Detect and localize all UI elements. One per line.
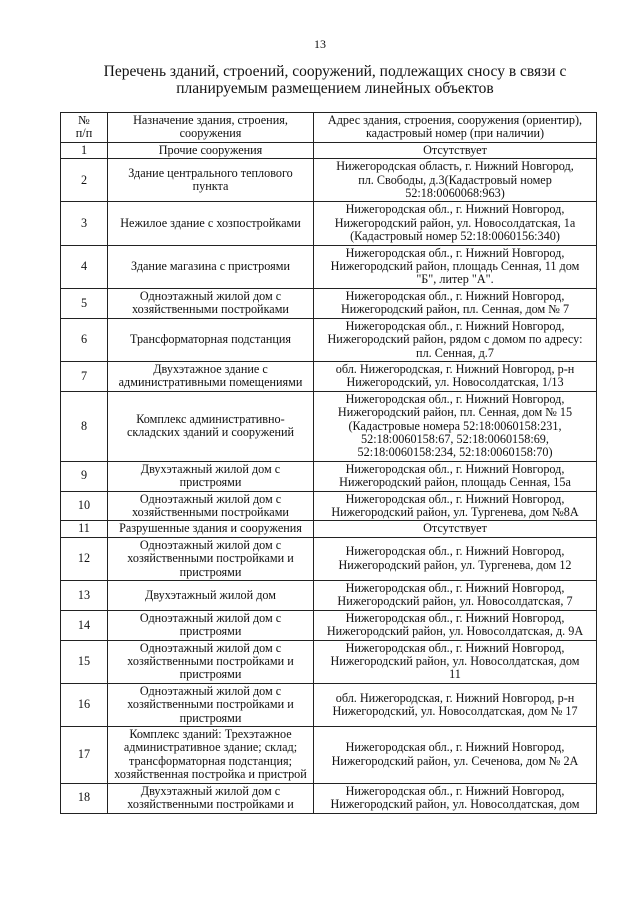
address-line: 52:18:0060158:234, 52:18:0060158:70) — [357, 445, 553, 460]
address-line: Отсутствует — [423, 142, 487, 157]
row-purpose — [108, 640, 314, 683]
row-address — [314, 727, 597, 784]
table-row — [61, 245, 597, 288]
purpose-line: административными помещениями — [118, 375, 303, 390]
row-number: 2 — [61, 159, 108, 202]
row-address — [314, 581, 597, 611]
address-line: Нижегородская область, г. Нижний Новгород, — [336, 159, 574, 174]
address-line: 52:18:0060068:963) — [405, 186, 505, 201]
purpose-line: Одноэтажный жилой дом с — [139, 491, 282, 506]
buildings-table — [60, 112, 597, 814]
address-line: Нижегородская обл., г. Нижний Новгород, — [345, 783, 565, 798]
row-address — [314, 461, 597, 491]
row-number: 8 — [61, 391, 108, 461]
header-purpose-line-1: Назначение здания, строения, — [133, 113, 288, 127]
row-address — [314, 361, 597, 391]
header-number-line-1: № — [78, 113, 90, 127]
table-row — [61, 610, 597, 640]
purpose-line: хозяйственными постройками и — [127, 654, 294, 669]
purpose-line: Одноэтажный жилой дом с — [139, 683, 282, 698]
table-row — [61, 461, 597, 491]
address-line: Нижегородская обл., г. Нижний Новгород, — [345, 318, 565, 333]
address-line: Нижегородский, ул. Новосолдатская, 1/13 — [346, 375, 564, 390]
row-number: 1 — [61, 142, 108, 158]
address-line: Нижегородский район, площадь Сенная, 15а — [339, 475, 571, 490]
table-row — [61, 683, 597, 726]
address-line: Нижегородский район, ул. Новосолдатская, 1а — [334, 215, 576, 230]
row-number: 4 — [61, 245, 108, 288]
address-line: Нижегородский район, ул. Новосолдатская, дом — [330, 797, 580, 812]
title-line-1: Перечень зданий, строений, сооружений, подлежащих сносу в связи с — [103, 63, 567, 80]
purpose-line: хозяйственная постройка и пристрой — [114, 767, 307, 782]
purpose-line: трансформаторная подстанция; — [129, 753, 292, 768]
purpose-line: пристроями — [179, 667, 242, 682]
purpose-line: хозяйственными постройками и — [127, 697, 294, 712]
row-purpose — [108, 461, 314, 491]
header-address — [314, 113, 597, 143]
address-line: Нижегородский район, площадь Сенная, 11 дом — [330, 259, 580, 274]
purpose-line: пристроями — [179, 624, 242, 639]
row-number: 18 — [61, 783, 108, 813]
purpose-line: хозяйственными постройками и — [127, 797, 294, 812]
row-address — [314, 142, 597, 158]
row-purpose — [108, 288, 314, 318]
table-row — [61, 640, 597, 683]
table-row — [61, 491, 597, 521]
table-row — [61, 142, 597, 158]
row-purpose — [108, 391, 314, 461]
purpose-line: пункта — [192, 179, 229, 194]
row-number: 10 — [61, 491, 108, 521]
address-line: Нижегородская обл., г. Нижний Новгород, — [345, 640, 565, 655]
row-number: 3 — [61, 202, 108, 245]
row-number: 17 — [61, 727, 108, 784]
row-purpose — [108, 581, 314, 611]
row-address — [314, 640, 597, 683]
address-line: 11 — [449, 667, 461, 682]
purpose-line: Здание центрального теплового — [128, 165, 293, 180]
purpose-line: складских зданий и сооружений — [126, 425, 295, 440]
address-line: Нижегородская обл., г. Нижний Новгород, — [345, 391, 565, 406]
table-row — [61, 537, 597, 580]
address-line: Нижегородская обл., г. Нижний Новгород, — [345, 461, 565, 476]
header-address-line-1: Адрес здания, строения, сооружения (ориентир), — [327, 113, 583, 127]
address-line: Нижегородский район, ул. Тургенева, дом №8А — [331, 504, 579, 519]
row-number: 7 — [61, 361, 108, 391]
row-number: 12 — [61, 537, 108, 580]
address-line: пл. Свободы, д.3(Кадастровый номер — [358, 172, 552, 187]
row-address — [314, 537, 597, 580]
row-purpose — [108, 318, 314, 361]
address-line: Нижегородский район, рядом с домом по адресу: — [327, 332, 583, 347]
header-number — [61, 113, 108, 143]
address-line: Нижегородская обл., г. Нижний Новгород, — [345, 581, 565, 595]
address-line: Нижегородская обл., г. Нижний Новгород, — [345, 202, 565, 217]
purpose-line: Двухэтажное здание с — [153, 361, 268, 376]
row-address — [314, 202, 597, 245]
purpose-line: хозяйственными постройками — [132, 302, 289, 317]
address-line: Нижегородская обл., г. Нижний Новгород, — [345, 288, 565, 303]
address-line: Нижегородская обл., г. Нижний Новгород, — [345, 610, 565, 625]
address-line: Нижегородский район, ул. Новосолдатская, 7 — [337, 594, 573, 609]
row-address — [314, 159, 597, 202]
row-purpose — [108, 521, 314, 537]
address-line: обл. Нижегородская, г. Нижний Новгород, р-н — [335, 690, 575, 705]
row-purpose — [108, 361, 314, 391]
purpose-line: Одноэтажный жилой дом с — [139, 610, 282, 625]
row-purpose — [108, 202, 314, 245]
address-line: Нижегородский, ул. Новосолдатская, дом № 17 — [332, 703, 578, 718]
purpose-line: Двухэтажный жилой дом с — [140, 783, 281, 798]
row-address — [314, 391, 597, 461]
row-address — [314, 245, 597, 288]
row-address — [314, 783, 597, 813]
table-row — [61, 288, 597, 318]
purpose-line: Трансформаторная подстанция — [129, 332, 292, 347]
address-line: (Кадастровый номер 52:18:0060156:340) — [350, 229, 560, 244]
purpose-line: Одноэтажный жилой дом с — [139, 640, 282, 655]
table-row — [61, 159, 597, 202]
table-row — [61, 318, 597, 361]
table-body — [61, 142, 597, 813]
row-address — [314, 318, 597, 361]
row-purpose — [108, 727, 314, 784]
page-number: 13 — [314, 37, 326, 51]
header-purpose-line-2: сооружения — [179, 126, 242, 141]
purpose-line: пристроями — [179, 710, 242, 725]
header-address-line-2: кадастровый номер (при наличии) — [365, 126, 545, 141]
row-number: 16 — [61, 683, 108, 726]
address-line: Нижегородский район, ул. Тургенева, дом 12 — [338, 557, 572, 572]
table-row — [61, 727, 597, 784]
row-number: 9 — [61, 461, 108, 491]
purpose-line: Нежилое здание с хозпостройками — [120, 215, 301, 230]
row-purpose — [108, 683, 314, 726]
address-line: "Б", литер "А". — [416, 272, 494, 287]
purpose-line: Здание магазина с пристроями — [131, 259, 290, 274]
row-address — [314, 491, 597, 521]
row-address — [314, 683, 597, 726]
row-number: 14 — [61, 610, 108, 640]
title-line-2: планируемым размещением линейных объектов — [176, 80, 494, 97]
header-number-line-2: п/п — [75, 126, 93, 141]
address-line: Нижегородский район, ул. Новосолдатская, д. 9А — [326, 624, 584, 639]
row-number: 5 — [61, 288, 108, 318]
row-number: 6 — [61, 318, 108, 361]
purpose-line: пристроями — [179, 475, 242, 490]
row-address — [314, 521, 597, 537]
address-line: Нижегородская обл., г. Нижний Новгород, — [345, 491, 565, 506]
purpose-line: Двухэтажный жилой дом с — [140, 461, 281, 476]
row-number: 15 — [61, 640, 108, 683]
row-purpose — [108, 491, 314, 521]
purpose-line: Комплекс административно- — [136, 411, 285, 426]
purpose-line: административное здание; склад; — [123, 740, 298, 755]
table-row — [61, 202, 597, 245]
row-number: 11 — [61, 521, 108, 537]
header-purpose — [108, 113, 314, 143]
address-line: Нижегородская обл., г. Нижний Новгород, — [345, 245, 565, 260]
address-line: 52:18:0060158:67, 52:18:0060158:69, — [361, 431, 549, 446]
purpose-line: Одноэтажный жилой дом с — [139, 288, 282, 303]
table-row — [61, 391, 597, 461]
row-number: 13 — [61, 581, 108, 611]
purpose-line: Разрушенные здания и сооружения — [119, 521, 302, 536]
purpose-line: Одноэтажный жилой дом с — [139, 537, 282, 552]
address-line: обл. Нижегородская, г. Нижний Новгород, р-н — [335, 361, 575, 376]
address-line: Нижегородский район, пл. Сенная, дом № 7 — [340, 302, 570, 317]
address-line: Нижегородский район, пл. Сенная, дом № 15 — [337, 405, 573, 420]
purpose-line: хозяйственными постройками — [132, 504, 289, 519]
address-line: пл. Сенная, д.7 — [416, 345, 494, 360]
table-row — [61, 521, 597, 537]
row-address — [314, 610, 597, 640]
address-line: (Кадастровые номера 52:18:0060158:231, — [348, 418, 562, 433]
row-purpose — [108, 783, 314, 813]
row-purpose — [108, 159, 314, 202]
purpose-line: Двухэтажный жилой дом — [145, 587, 276, 602]
address-line: Нижегородский район, ул. Сеченова, дом № 2А — [331, 753, 579, 768]
address-line: Нижегородская обл., г. Нижний Новгород, — [345, 544, 565, 559]
purpose-line: хозяйственными постройками и — [127, 551, 294, 566]
table-row — [61, 783, 597, 813]
table-row — [61, 361, 597, 391]
purpose-line: Комплекс зданий: Трехэтажное — [129, 727, 292, 742]
address-line: Нижегородский район, ул. Новосолдатская, дом — [330, 654, 580, 669]
purpose-line: Прочие сооружения — [158, 142, 263, 157]
row-purpose — [108, 245, 314, 288]
row-purpose — [108, 142, 314, 158]
table-row — [61, 581, 597, 611]
row-purpose — [108, 610, 314, 640]
row-purpose — [108, 537, 314, 580]
address-line: Нижегородская обл., г. Нижний Новгород, — [345, 740, 565, 755]
purpose-line: пристроями — [179, 564, 242, 579]
table-header-row — [61, 113, 597, 143]
address-line: Отсутствует — [423, 521, 487, 536]
row-address — [314, 288, 597, 318]
document-title — [95, 63, 575, 97]
